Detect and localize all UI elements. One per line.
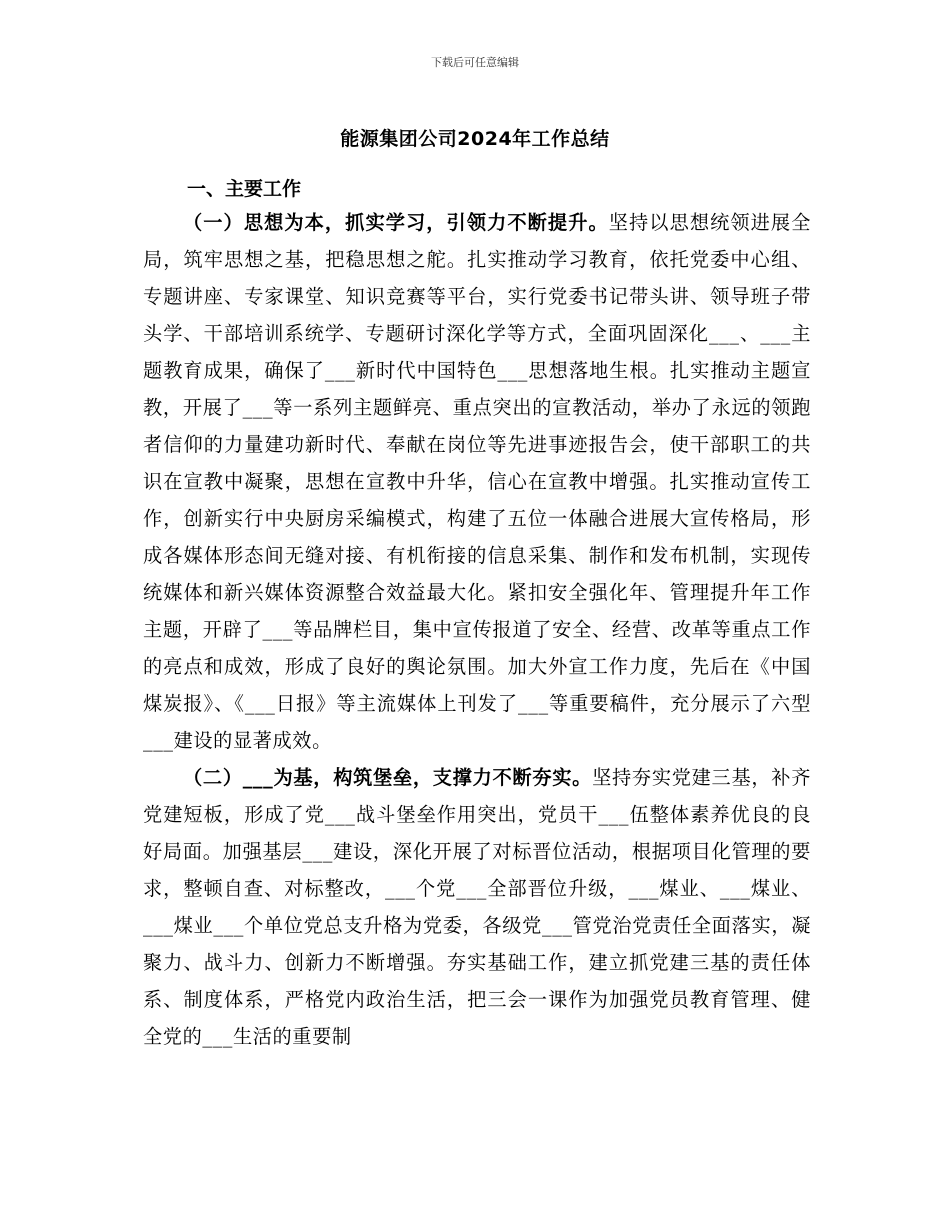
paragraph-2-lead: （二）___为基，构筑堡垒，支撑力不断夯实。 bbox=[183, 766, 593, 789]
section-heading: 一、主要工作 bbox=[187, 178, 302, 200]
paragraph-2 bbox=[143, 759, 811, 1055]
body-text bbox=[143, 204, 811, 1055]
paragraph-2-text: 坚持夯实党建三基，补齐党建短板，形成了党___战斗堡垒作用突出，党员干___伍整体素养优良的良好局面。加强基层___建设，深化开展了对标晋位活动，根据项目化管理的要求，整顿自查、对标整改，___个党___全部晋位升级，___煤业、___煤业、___煤业___个单位党总支升格为党委，各级党___管党治党责任全面落实，凝聚力、战斗力、创新力不断增强。夯实基础工作，建立抓党建三基的责任体系、制度体系，严格党内政治生活，把三会一课作为加强党员教育管理、健全党的___生活的重要制 bbox=[143, 766, 812, 1048]
document-title: 能源集团公司2024年工作总结 bbox=[340, 128, 610, 150]
paragraph-1 bbox=[143, 204, 811, 759]
paragraph-1-text: 坚持以思想统领进展全局，筑牢思想之基，把稳思想之舵。扎实推动学习教育，依托党委中心组、专题讲座、专家课堂、知识竞赛等平台，实行党委书记带头讲、领导班子带头学、干部培训系统学、专题研讨深化学等方式，全面巩固深化___、___主题教育成果，确保了___新时代中国特色___思想落地生根。扎实推动主题宣教，开展了___等一系列主题鲜亮、重点突出的宣教活动，举办了永远的领跑者信仰的力量建功新时代、奉献在岗位等先进事迹报告会，使干部职工的共识在宣教中凝聚，思想在宣教中升华，信心在宣教中增强。扎实推动宣传工作，创新实行中央厨房采编模式，构建了五位一体融合进展大宣传格局，形成各媒体形态间无缝对接、有机衔接的信息采集、制作和发布机制，实现传统媒体和新兴媒体资源整合效益最大化。紧扣安全强化年、管理提升年工作主题，开辟了___等品牌栏目，集中宣传报道了安全、经营、改革等重点工作的亮点和成效，形成了良好的舆论氛围。加大外宣工作力度，先后在《中国煤炭报》、《___日报》等主流媒体上刊发了___等重要稿件，充分展示了六型___建设的显著成效。 bbox=[143, 211, 811, 752]
header-note: 下载后可任意编辑 bbox=[431, 56, 519, 69]
paragraph-1-lead: （一）思想为本，抓实学习，引领力不断提升。 bbox=[183, 211, 609, 234]
